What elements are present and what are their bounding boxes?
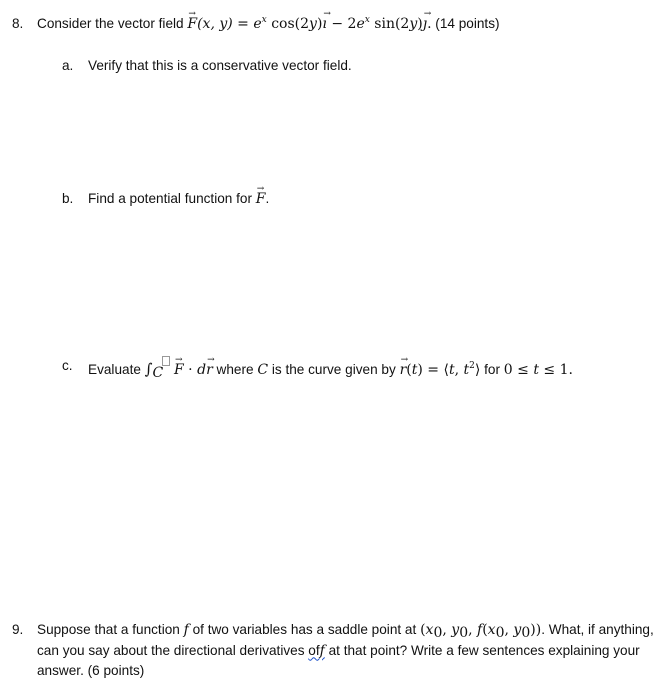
curve-parametrization: r →(t) = ⟨t, $t^2⟩$ <box>400 362 481 377</box>
curve-c-symbol: C <box>257 362 269 378</box>
question-9-statement <box>37 620 663 682</box>
function-f-symbol: f <box>183 622 189 638</box>
question-9-number-line <box>12 620 23 640</box>
question-9-text-1: Suppose that a function <box>37 622 180 637</box>
part-b-label-line <box>62 189 73 209</box>
part-a-label-line <box>62 56 73 76</box>
part-b-label: b. <box>62 191 74 206</box>
part-a-text: Verify that this is a conservative vector field. <box>88 58 352 73</box>
vector-f-symbol: F → <box>256 191 266 207</box>
placeholder-box-icon <box>162 356 170 366</box>
spellcheck-underline: off <box>308 642 325 659</box>
vector-field-formula: F →(x, y) <box>187 16 232 32</box>
question-9-text-3: . What, if anything, can you say about the directional derivatives <box>37 622 654 658</box>
part-c-curve-text: is the curve given by <box>271 362 396 377</box>
part-c-text-line <box>88 356 573 380</box>
part-b-text-line: Find a potential function for F →. <box>88 189 269 209</box>
question-9-of: of <box>308 642 320 658</box>
question-9-text-2: of two variables has a saddle point at <box>192 622 417 637</box>
part-c-for: for <box>484 362 500 377</box>
question-9-text-4: at that point? Write a few sentences explaining your answer. (6 points) <box>37 642 640 678</box>
question-8-intro: Consider the vector field <box>37 16 184 31</box>
question-8-statement: Consider the vector field F →(x, $y) = e^x$ cos(2y)ı → − $2e^x$ sin(2y)ȷ →. (14 points) <box>37 14 500 34</box>
part-c-label-line <box>62 356 73 376</box>
part-c-where: where <box>216 362 254 377</box>
parameter-range: 0 ≤ t ≤ 1. <box>503 362 573 378</box>
question-8-points: (14 points) <box>435 16 500 31</box>
part-c-label: c. <box>62 358 73 373</box>
question-8-line <box>12 14 23 34</box>
question-9-number: 9. <box>12 622 24 637</box>
saddle-point-formula: ($x_0$, $y_0$, $f(x_0$, $y_0$)) <box>420 622 542 641</box>
part-a-label: a. <box>62 58 74 73</box>
line-integral-formula: $\int_C$ F → · dr → <box>145 362 213 377</box>
part-b-text: Find a potential function for <box>88 191 252 206</box>
part-a-text-line <box>88 56 352 76</box>
part-c-evaluate: Evaluate <box>88 362 141 377</box>
question-8-number: 8. <box>12 16 24 31</box>
